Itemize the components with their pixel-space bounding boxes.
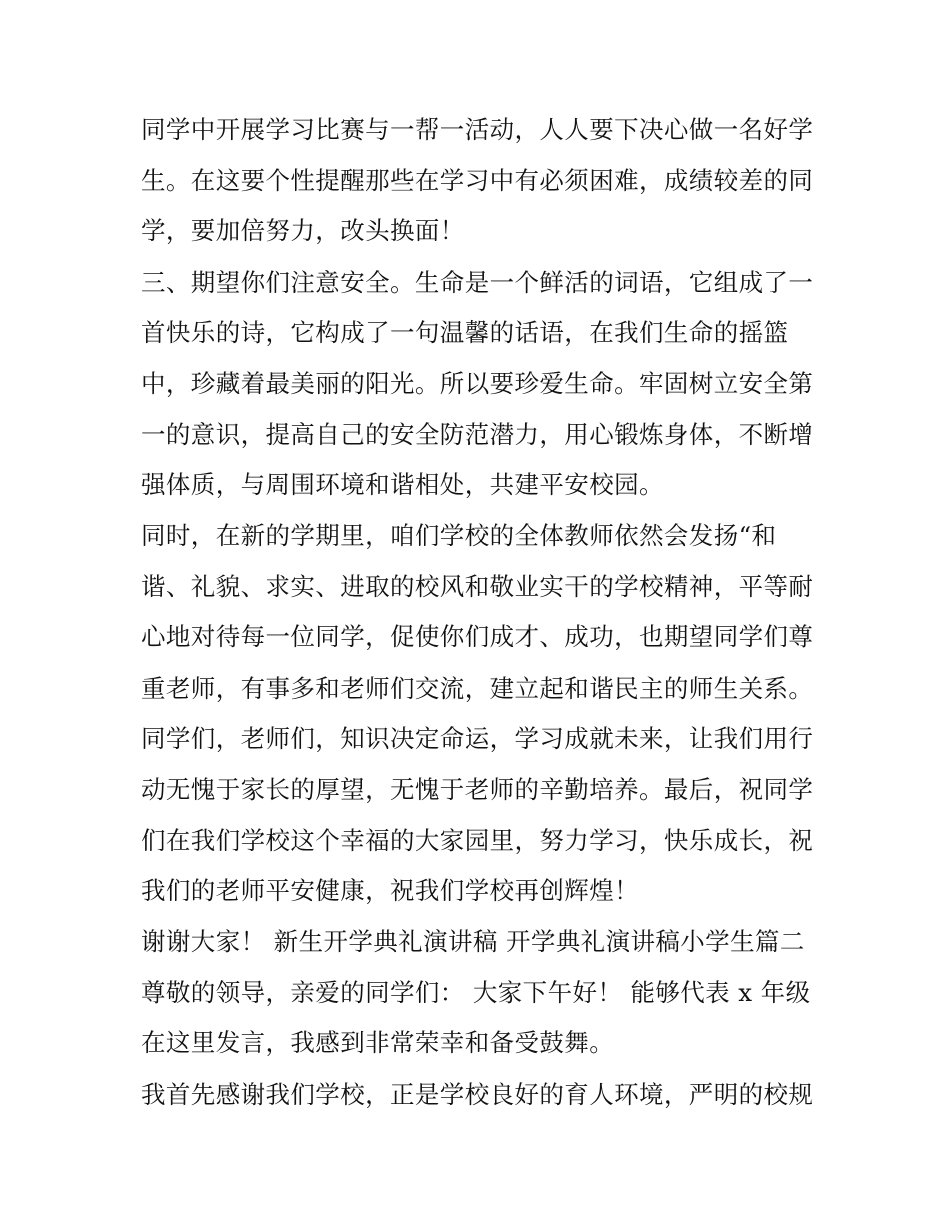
text-line: 三、期望你们注意安全。生命是一个鲜活的词语，它组成了一 — [141, 268, 814, 297]
text-line: 首快乐的诗，它构成了一句温馨的话语，在我们生命的摇篮 — [141, 318, 789, 347]
text-line: 重老师，有事多和老师们交流，建立起和谐民主的师生关系。 — [141, 674, 814, 703]
text-line: 们在我们学校这个幸福的大家园里，努力学习，快乐成长，祝 — [141, 826, 814, 855]
text-line: 心地对待每一位同学，促使你们成才、成功，也期望同学们尊 — [141, 622, 814, 651]
text-line: 学，要加倍努力，改头换面！ — [141, 216, 465, 245]
text-line: 一的意识，提高自己的安全防范潜力，用心锻炼身体，不断增 — [141, 420, 814, 449]
text-line: 生。在这要个性提醒那些在学习中有必须困难，成绩较差的同 — [141, 166, 814, 195]
text-line: 谐、礼貌、求实、进取的校风和敬业实干的学校精神，平等耐 — [141, 572, 814, 601]
text-line: 我们的老师平安健康，祝我们学校再创辉煌！ — [141, 876, 639, 905]
text-line: 强体质，与周围环境和谐相处，共建平安校园。 — [141, 470, 664, 499]
text-line: 谢谢大家！ 新生开学典礼演讲稿 开学典礼演讲稿小学生篇二 — [141, 927, 805, 956]
text-line: 同时，在新的学期里，咱们学校的全体教师依然会发扬“和 — [141, 521, 777, 550]
text-line: 在这里发言，我感到非常荣幸和备受鼓舞。 — [141, 1028, 615, 1057]
text-line: 同学中开展学习比赛与一帮一活动，人人要下决心做一名好学 — [141, 115, 814, 144]
text-line: 动无愧于家长的厚望，无愧于老师的辛勤培养。最后，祝同学 — [141, 775, 814, 804]
text-line: 中，珍藏着最美丽的阳光。所以要珍爱生命。牢固树立安全第 — [141, 369, 814, 398]
text-line: 我首先感谢我们学校，正是学校良好的育人环境，严明的校规 — [141, 1080, 814, 1109]
text-line: 同学们，老师们，知识决定命运，学习成就未来，让我们用行 — [141, 724, 814, 753]
text-line: 尊敬的领导，亲爱的同学们： 大家下午好！ 能够代表 x 年级 — [141, 978, 811, 1007]
